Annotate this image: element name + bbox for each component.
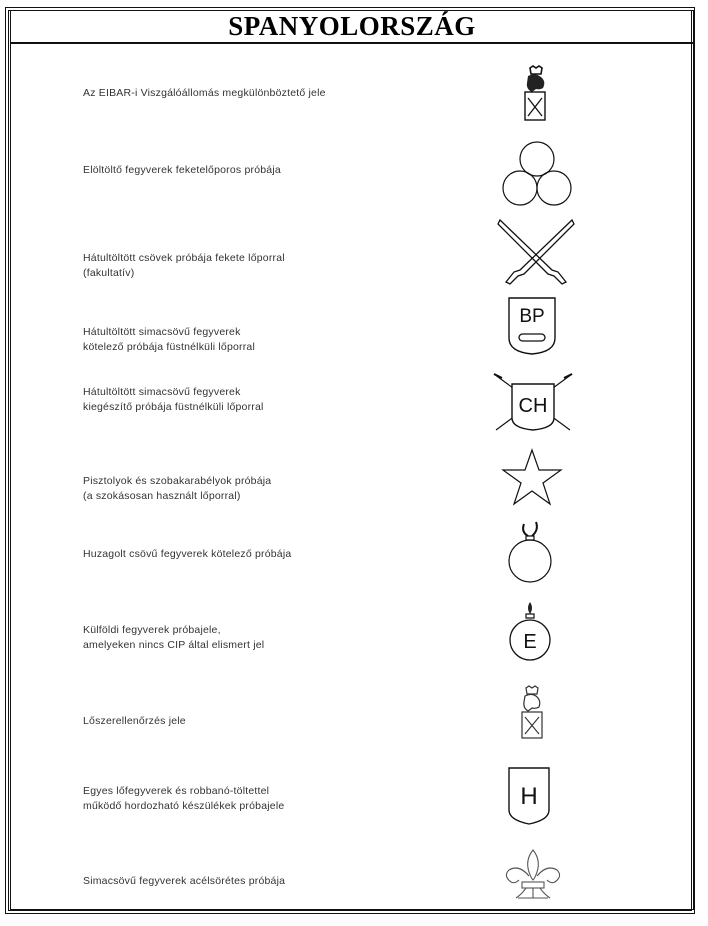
star-icon: [500, 448, 564, 506]
h-shield-icon: [506, 766, 552, 826]
flaming-bomb-icon: [504, 520, 556, 584]
ch-shield-rifles-icon: [490, 368, 576, 434]
lion-crown-x-small-icon: [514, 684, 550, 742]
shield-label: BP: [519, 306, 545, 327]
crossed-rifles-icon: [496, 218, 576, 286]
flaming-bomb-e-icon: [506, 600, 556, 662]
bomb-label: E: [523, 631, 537, 653]
title-bar: [10, 10, 694, 44]
three-circles-icon: [500, 140, 575, 208]
eibar-lion-crown-x-icon: [518, 66, 554, 124]
shield-label: H: [520, 783, 538, 810]
item-description: Huzagolt csövű fegyverek kötelező próbája: [83, 548, 292, 560]
item-description: Külföldi fegyverek próbajele, amelyeken nincs CIP által elismert jel: [83, 624, 265, 651]
inner-frame: [10, 10, 694, 910]
item-description: Hátultöltött simacsövű fegyverek kiegészítő próbája füstnélküli lőporral: [83, 386, 264, 413]
item-description: Az EIBAR-i Viszgálóállomás megkülönböztető jele: [83, 87, 326, 99]
item-description: Pisztolyok és szobakarabélyok próbája (a szokásosan használt lőporral): [83, 475, 272, 502]
page-title: SPANYOLORSZÁG: [228, 10, 476, 41]
item-description: Simacsövű fegyverek acélsörétes próbája: [83, 875, 286, 887]
fleur-de-lis-icon: [500, 846, 566, 904]
item-description: Hátultöltött csövek próbája fekete lőporral (fakultatív): [83, 252, 285, 279]
bp-shield-icon: [507, 296, 557, 356]
shield-label: CH: [518, 395, 548, 417]
item-description: Hátultöltött simacsövű fegyverek kötelező próbája füstnélküli lőporral: [83, 326, 255, 353]
item-description: Egyes lőfegyverek és robbanó-töltettel működő hordozható készülékek próbajele: [83, 785, 285, 812]
item-description: Lőszerellenőrzés jele: [83, 715, 186, 727]
item-description: Elöltöltő fegyverek feketelőporos próbája: [83, 164, 281, 176]
